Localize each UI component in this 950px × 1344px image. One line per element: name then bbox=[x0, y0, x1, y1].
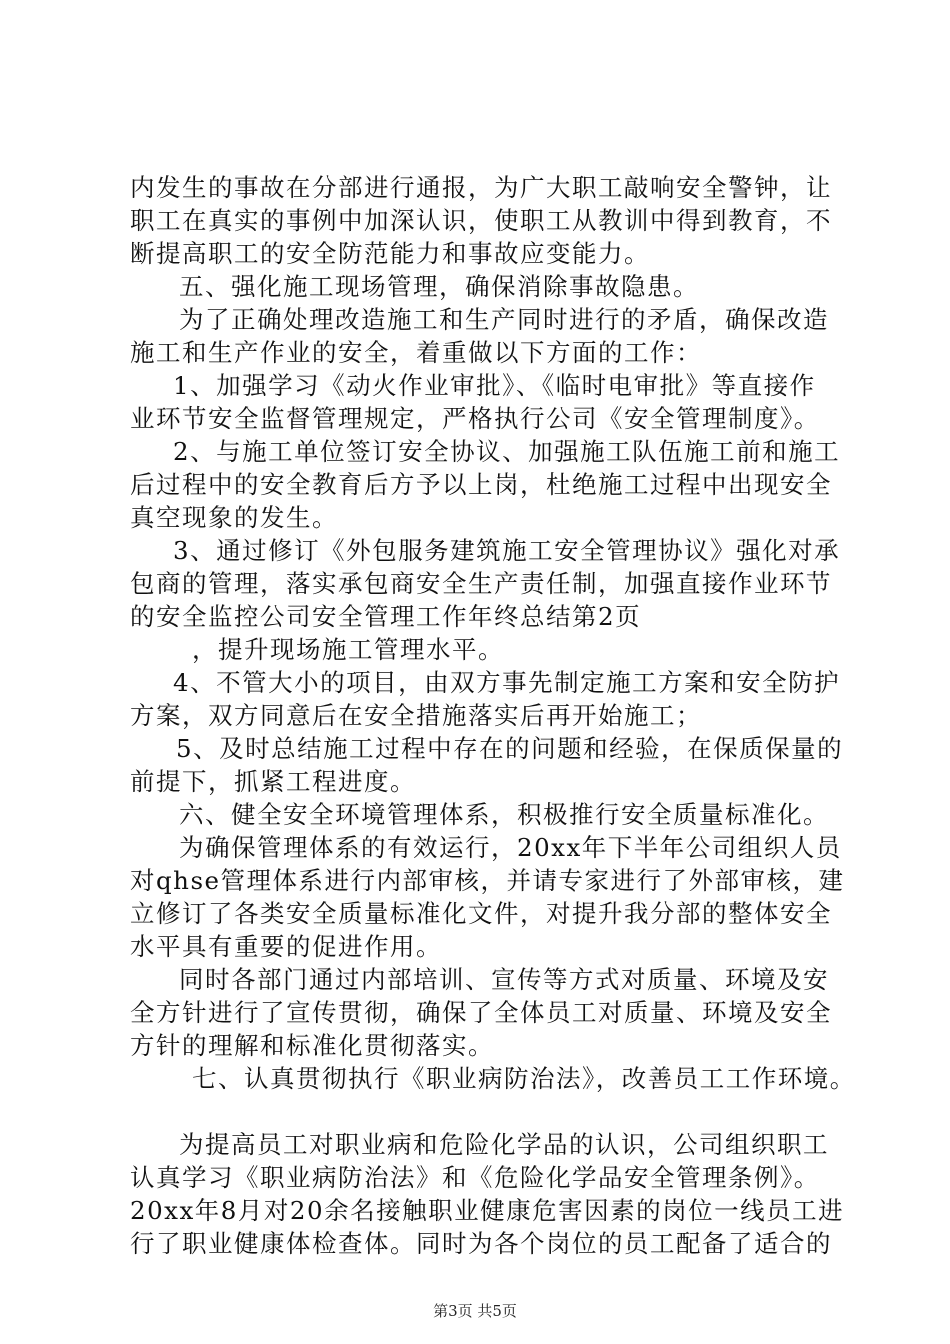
text-line: 20xx年8月对20余名接触职业健康危害因素的岗位一线员工进 bbox=[130, 1196, 845, 1225]
text-line: 认真学习《职业病防治法》和《危险化学品安全管理条例》。 bbox=[130, 1163, 820, 1192]
list-item-3: 3、通过修订《外包服务建筑施工安全管理协议》强化对承 bbox=[173, 536, 841, 565]
text-line: 断提高职工的安全防范能力和事故应变能力。 bbox=[130, 239, 650, 268]
text-line: 立修订了各类安全质量标准化文件，对提升我分部的整体安全 bbox=[130, 899, 832, 928]
text-line: 同时各部门通过内部培训、宣传等方式对质量、环境及安 bbox=[179, 965, 829, 994]
text-line: 全方针进行了宣传贯彻，确保了全体员工对质量、环境及安全 bbox=[130, 998, 832, 1027]
list-item-1: 1、加强学习《动火作业审批》、《临时电审批》等直接作 bbox=[173, 371, 816, 400]
text-line: 后过程中的安全教育后方予以上岗，杜绝施工过程中出现安全 bbox=[130, 470, 832, 499]
text-line: 为提高员工对职业病和危险化学品的认识，公司组织职工 bbox=[179, 1130, 829, 1159]
text-line: 为了正确处理改造施工和生产同时进行的矛盾，确保改造 bbox=[179, 305, 829, 334]
text-line: 为确保管理体系的有效运行，20xx年下半年公司组织人员 bbox=[179, 833, 842, 862]
text-line: 对qhse管理体系进行内部审核，并请专家进行了外部审核，建 bbox=[130, 866, 845, 895]
list-item-2: 2、与施工单位签订安全协议、加强施工队伍施工前和施工 bbox=[173, 437, 841, 466]
text-line: 真空现象的发生。 bbox=[130, 503, 338, 532]
section-heading-7: 七、认真贯彻执行《职业病防治法》，改善员工工作环境。 bbox=[192, 1064, 856, 1093]
text-line: 行了职业健康体检查体。同时为各个岗位的员工配备了适合的 bbox=[130, 1229, 832, 1258]
text-line: 前提下，抓紧工程进度。 bbox=[130, 767, 416, 796]
text-line: 职工在真实的事例中加深认识，使职工从教训中得到教育，不 bbox=[130, 206, 832, 235]
text-line: ，提升现场施工管理水平。 bbox=[192, 635, 504, 664]
text-line: 方针的理解和标准化贯彻落实。 bbox=[130, 1031, 494, 1060]
page-number-footer: 第3页 共5页 bbox=[433, 1302, 517, 1320]
text-line: 施工和生产作业的安全，着重做以下方面的工作： bbox=[130, 338, 702, 367]
document-body bbox=[130, 171, 856, 1260]
text-line: 包商的管理，落实承包商安全生产责任制，加强直接作业环节 bbox=[130, 569, 832, 598]
paragraph-gap bbox=[130, 1095, 842, 1128]
text-line: 的安全监控公司安全管理工作年终总结第2页 bbox=[130, 602, 642, 631]
section-heading-6: 六、健全安全环境管理体系，积极推行安全质量标准化。 bbox=[179, 800, 829, 829]
list-item-5: 5、及时总结施工过程中存在的问题和经验，在保质保量的 bbox=[176, 734, 844, 763]
list-item-4: 4、不管大小的项目，由双方事先制定施工方案和安全防护 bbox=[173, 668, 841, 697]
section-heading-5: 五、强化施工现场管理，确保消除事故隐患。 bbox=[179, 272, 699, 301]
text-line: 水平具有重要的促进作用。 bbox=[130, 932, 442, 961]
text-line: 内发生的事故在分部进行通报，为广大职工敲响安全警钟，让 bbox=[130, 173, 832, 202]
text-line: 业环节安全监督管理规定，严格执行公司《安全管理制度》。 bbox=[130, 404, 820, 433]
text-line: 方案，双方同意后在安全措施落实后再开始施工； bbox=[130, 701, 702, 730]
